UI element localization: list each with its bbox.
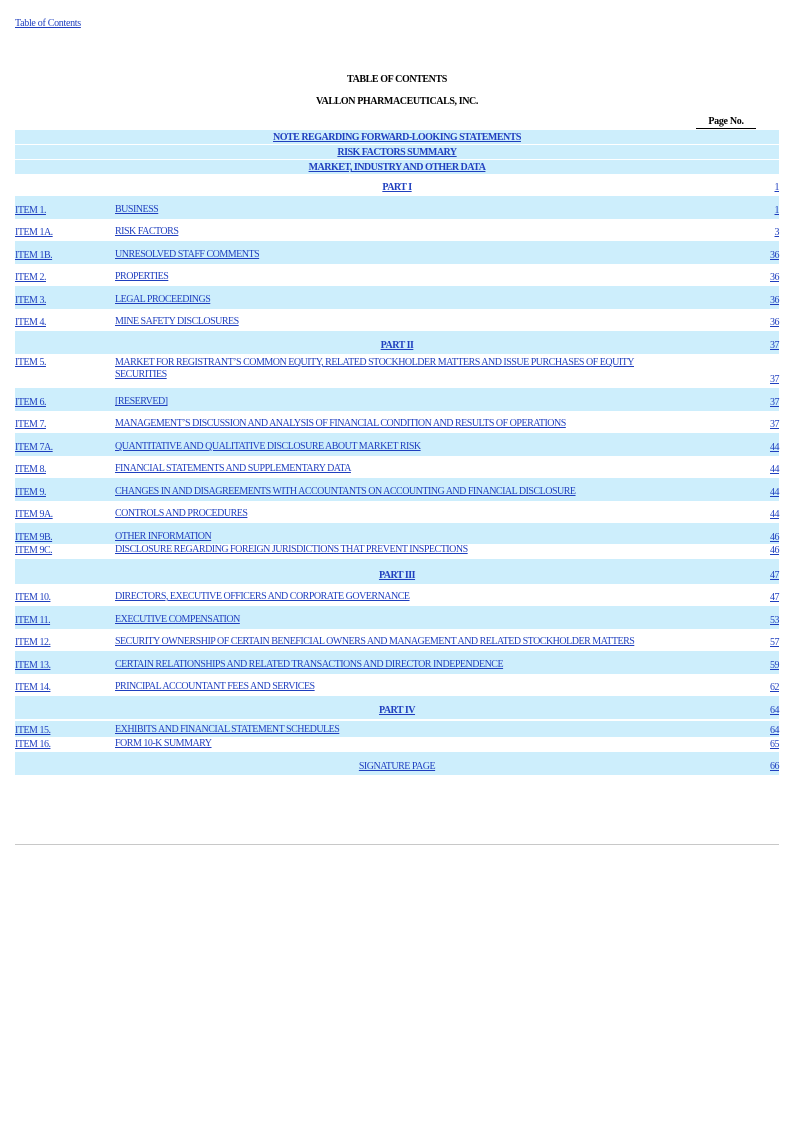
item-number-link[interactable]: ITEM 7A. bbox=[15, 442, 53, 453]
item-number-link[interactable]: ITEM 4. bbox=[15, 317, 46, 328]
item-number-link[interactable]: ITEM 2. bbox=[15, 272, 46, 283]
toc-item-row bbox=[15, 629, 779, 651]
item-title-link[interactable]: FORM 10-K SUMMARY bbox=[115, 738, 212, 749]
page-link[interactable]: 3 bbox=[774, 227, 779, 238]
toc-item-row bbox=[15, 501, 779, 523]
page-link[interactable]: 36 bbox=[770, 295, 779, 306]
toc-item-row bbox=[15, 674, 779, 696]
toc-item-row bbox=[15, 606, 779, 629]
toc-item-row bbox=[15, 309, 779, 331]
toc-item-row bbox=[15, 523, 779, 544]
toc-item-row bbox=[15, 737, 779, 751]
toc-item-row bbox=[15, 411, 779, 433]
toc-part-row bbox=[15, 696, 779, 719]
item-title-link[interactable]: EXHIBITS AND FINANCIAL STATEMENT SCHEDULES bbox=[115, 724, 340, 735]
item-title-link[interactable]: BUSINESS bbox=[115, 204, 159, 215]
toc-title: TABLE OF CONTENTS bbox=[347, 74, 447, 85]
item-number-link[interactable]: ITEM 12. bbox=[15, 637, 51, 648]
page-link[interactable]: 46 bbox=[770, 545, 779, 556]
item-title-link[interactable]: UNRESOLVED STAFF COMMENTS bbox=[115, 249, 260, 260]
part-ii-link[interactable]: PART II bbox=[380, 340, 414, 351]
toc-item-row bbox=[15, 241, 779, 264]
item-number-link[interactable]: ITEM 8. bbox=[15, 464, 46, 475]
item-number-link[interactable]: ITEM 9A. bbox=[15, 509, 53, 520]
item-title-link[interactable]: OTHER INFORMATION bbox=[115, 531, 212, 542]
item-title-link[interactable]: CHANGES IN AND DISAGREEMENTS WITH ACCOUNTANTS ON ACCOUNTING AND FINANCIAL DISCLOSURE bbox=[115, 486, 576, 497]
item-number-link[interactable]: ITEM 13. bbox=[15, 660, 51, 671]
page-divider bbox=[15, 844, 779, 845]
toc-item-row bbox=[15, 219, 779, 241]
part-i-link[interactable]: PART I bbox=[382, 182, 412, 193]
item-number-link[interactable]: ITEM 9C. bbox=[15, 545, 53, 556]
item-number-link[interactable]: ITEM 1A. bbox=[15, 227, 53, 238]
page-link[interactable]: 47 bbox=[770, 592, 779, 603]
page-link[interactable]: 46 bbox=[770, 532, 779, 543]
toc-item-row bbox=[15, 721, 779, 737]
item-number-link[interactable]: ITEM 10. bbox=[15, 592, 51, 603]
toc-item-row bbox=[15, 388, 779, 411]
market-industry-data-link[interactable]: MARKET, INDUSTRY AND OTHER DATA bbox=[308, 162, 486, 173]
item-number-link[interactable]: ITEM 5. bbox=[15, 357, 46, 368]
item-title-link[interactable]: MINE SAFETY DISCLOSURES bbox=[115, 316, 239, 327]
item-number-link[interactable]: ITEM 7. bbox=[15, 419, 46, 430]
toc-part-row bbox=[15, 331, 779, 354]
toc-item-row bbox=[15, 478, 779, 501]
toc-part-row bbox=[15, 559, 779, 584]
part-iii-link[interactable]: PART III bbox=[378, 570, 416, 581]
forward-looking-statements-link[interactable]: NOTE REGARDING FORWARD-LOOKING STATEMENTS bbox=[273, 132, 521, 143]
item-title-link[interactable]: EXECUTIVE COMPENSATION bbox=[115, 614, 240, 625]
page-link[interactable]: 36 bbox=[770, 272, 779, 283]
item-title-link[interactable]: LEGAL PROCEEDINGS bbox=[115, 294, 211, 305]
page-link[interactable]: 1 bbox=[774, 182, 779, 193]
page-link[interactable]: 53 bbox=[770, 615, 779, 626]
toc-part-row bbox=[15, 174, 779, 196]
part-iv-link[interactable]: PART IV bbox=[378, 705, 416, 716]
page-link[interactable]: 36 bbox=[770, 250, 779, 261]
page-link[interactable]: 37 bbox=[770, 340, 779, 351]
item-title-link[interactable]: CONTROLS AND PROCEDURES bbox=[115, 508, 248, 519]
page-link[interactable]: 44 bbox=[770, 487, 779, 498]
item-number-link[interactable]: ITEM 16. bbox=[15, 739, 51, 750]
page-link[interactable]: 47 bbox=[770, 570, 779, 581]
toc-item-row bbox=[15, 433, 779, 456]
page-link[interactable]: 57 bbox=[770, 637, 779, 648]
item-title-link[interactable]: QUANTITATIVE AND QUALITATIVE DISCLOSURE ABOUT MARKET RISK bbox=[115, 441, 421, 452]
item-title-link[interactable]: MARKET FOR REGISTRANT’S COMMON EQUITY, RELATED STOCKHOLDER MATTERS AND ISSUE PURCHASES OF EQUITY SECURITIES bbox=[115, 357, 634, 380]
toc-intro-row bbox=[15, 130, 779, 144]
page-link[interactable]: 64 bbox=[770, 705, 779, 716]
toc-item-row bbox=[15, 584, 779, 606]
toc-item-row bbox=[15, 354, 779, 388]
item-title-link[interactable]: SECURITY OWNERSHIP OF CERTAIN BENEFICIAL OWNERS AND MANAGEMENT AND RELATED STOCKHOLDER MATTERS bbox=[115, 636, 635, 647]
page-no-header: Page No. bbox=[696, 116, 756, 129]
item-title-link[interactable]: DISCLOSURE REGARDING FOREIGN JURISDICTIONS THAT PREVENT INSPECTIONS bbox=[115, 544, 468, 555]
item-title-link[interactable]: [RESERVED] bbox=[115, 396, 168, 407]
page-link[interactable]: 1 bbox=[774, 205, 779, 216]
item-title-link[interactable]: DIRECTORS, EXECUTIVE OFFICERS AND CORPORATE GOVERNANCE bbox=[115, 591, 410, 602]
item-title-link[interactable]: PROPERTIES bbox=[115, 271, 169, 282]
item-title-link[interactable]: RISK FACTORS bbox=[115, 226, 179, 237]
toc-signature-row bbox=[15, 752, 779, 775]
page-link[interactable]: 64 bbox=[770, 725, 779, 736]
company-name: VALLON PHARMACEUTICALS, INC. bbox=[316, 96, 478, 107]
page-link[interactable]: 65 bbox=[770, 739, 779, 750]
item-title-link[interactable]: CERTAIN RELATIONSHIPS AND RELATED TRANSACTIONS AND DIRECTOR INDEPENDENCE bbox=[115, 659, 504, 670]
item-title-link[interactable]: MANAGEMENT’S DISCUSSION AND ANALYSIS OF FINANCIAL CONDITION AND RESULTS OF OPERATIONS bbox=[115, 418, 566, 429]
page-link[interactable]: 44 bbox=[770, 442, 779, 453]
item-title-link[interactable]: FINANCIAL STATEMENTS AND SUPPLEMENTARY DATA bbox=[115, 463, 351, 474]
page-link[interactable]: 62 bbox=[770, 682, 779, 693]
page-link[interactable]: 44 bbox=[770, 464, 779, 475]
page-link[interactable]: 37 bbox=[770, 374, 779, 385]
page-link[interactable]: 36 bbox=[770, 317, 779, 328]
page-link[interactable]: 59 bbox=[770, 660, 779, 671]
item-number-link[interactable]: ITEM 9. bbox=[15, 487, 46, 498]
item-number-link[interactable]: ITEM 11. bbox=[15, 615, 51, 626]
page-link[interactable]: 66 bbox=[770, 761, 779, 772]
toc-intro-row bbox=[15, 160, 779, 174]
item-number-link[interactable]: ITEM 6. bbox=[15, 397, 46, 408]
toc-table bbox=[15, 130, 779, 775]
page-link[interactable]: 37 bbox=[770, 419, 779, 430]
toc-intro-row bbox=[15, 145, 779, 159]
item-title-link[interactable]: PRINCIPAL ACCOUNTANT FEES AND SERVICES bbox=[115, 681, 315, 692]
page-link[interactable]: 44 bbox=[770, 509, 779, 520]
toc-item-row bbox=[15, 264, 779, 286]
page-link[interactable]: 37 bbox=[770, 397, 779, 408]
toc-item-row bbox=[15, 456, 779, 478]
item-number-link[interactable]: ITEM 9B. bbox=[15, 532, 53, 543]
toc-item-row bbox=[15, 286, 779, 309]
item-number-link[interactable]: ITEM 14. bbox=[15, 682, 51, 693]
item-number-link[interactable]: ITEM 15. bbox=[15, 725, 51, 736]
signature-page-link[interactable]: SIGNATURE PAGE bbox=[358, 761, 436, 772]
toc-item-row bbox=[15, 651, 779, 674]
item-number-link[interactable]: ITEM 1B. bbox=[15, 250, 53, 261]
table-of-contents-link[interactable]: Table of Contents bbox=[15, 18, 81, 29]
item-number-link[interactable]: ITEM 1. bbox=[15, 205, 46, 216]
item-number-link[interactable]: ITEM 3. bbox=[15, 295, 46, 306]
toc-item-row bbox=[15, 544, 779, 556]
toc-item-row bbox=[15, 196, 779, 219]
risk-factors-summary-link[interactable]: RISK FACTORS SUMMARY bbox=[337, 147, 457, 158]
